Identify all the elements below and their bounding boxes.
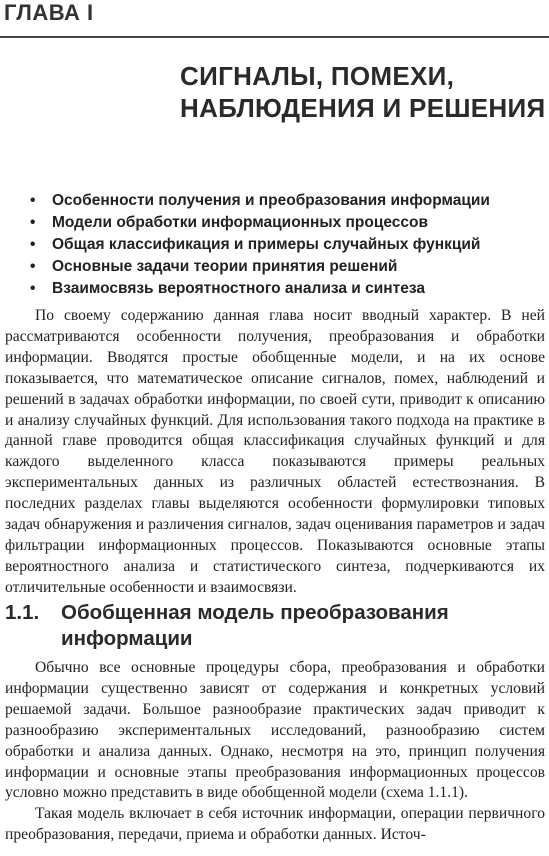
topic-item <box>30 212 549 234</box>
bullet-icon: • <box>30 214 36 231</box>
chapter-title-line: НАБЛЮДЕНИЯ И РЕШЕНИЯ <box>180 93 546 123</box>
bullet-icon: • <box>30 192 36 209</box>
topic-text: Общая классификация и примеры случайных функций <box>52 236 481 253</box>
chapter-label: ГЛАВА I <box>4 0 94 25</box>
section-heading <box>5 600 549 652</box>
intro-text <box>5 306 545 599</box>
topic-text: Модели обработки информационных процессов <box>52 214 429 231</box>
section-body <box>5 658 545 846</box>
bullet-icon: • <box>30 258 36 275</box>
bullet-icon: • <box>30 236 36 253</box>
chapter-title <box>180 60 549 124</box>
chapter-title-line: СИГНАЛЫ, ПОМЕХИ, <box>180 61 455 91</box>
topic-item <box>30 190 549 212</box>
section-title-line: информации <box>61 627 193 650</box>
bullet-icon: • <box>30 280 36 297</box>
intro-paragraph: По своему содержанию данная глава носит вводный характер. В ней рассматриваются особенности получения, преобразования и обработки информации. Вводятся простые обобщенные модели, и на их основе показывается, что математическое описание сигналов, помех, наблюдений и решений в задачах обработки информации, по своей сути, приводит к описанию и анализу случайных функций. Для использования такого подхода на практике в данной главе проводится общая классификация случайных функций и для каждого выделенного класса показываются примеры реальных экспериментальных данных из различных областей естествознания. В последних разделах главы выделяются особенности формулировки типовых задач обнаружения и различения сигналов, задач оценивания параметров и задач фильтрации информационных процессов. Показываются основные этапы вероятностного анализа и статистического синтеза, подчеркиваются их отличительные особенности и взаимосвязи. <box>5 307 545 596</box>
chapter-topics-list <box>30 190 549 300</box>
chapter-divider <box>0 36 549 38</box>
topic-text: Взаимосвязь вероятностного анализа и синтеза <box>52 280 425 297</box>
topic-item <box>30 278 549 300</box>
body-paragraph: Такая модель включает в себя источник информации, операции первичного преобразования, передачи, приема и обработки данных. Источ- <box>5 805 545 844</box>
section-title-line: Обобщенная модель преобразования <box>61 601 449 624</box>
topic-item <box>30 234 549 256</box>
topic-item <box>30 256 549 278</box>
section-number: 1.1. <box>5 601 40 624</box>
topic-text: Особенности получения и преобразования информации <box>52 192 490 209</box>
topic-text: Основные задачи теории принятия решений <box>52 258 398 275</box>
body-paragraph: Обычно все основные процедуры сбора, преобразования и обработки информации существенно зависят от содержания и конкретных условий решаемой задачи. Большое разнообразие практических задач приводит к разнообразию экспериментальных исследований, разнообразию систем обработки и анализа данных. Однако, несмотря на это, принцип получения информации и основные этапы преобразования информационных процессов условно можно представить в виде обобщенной модели (схема 1.1.1). <box>5 659 545 802</box>
